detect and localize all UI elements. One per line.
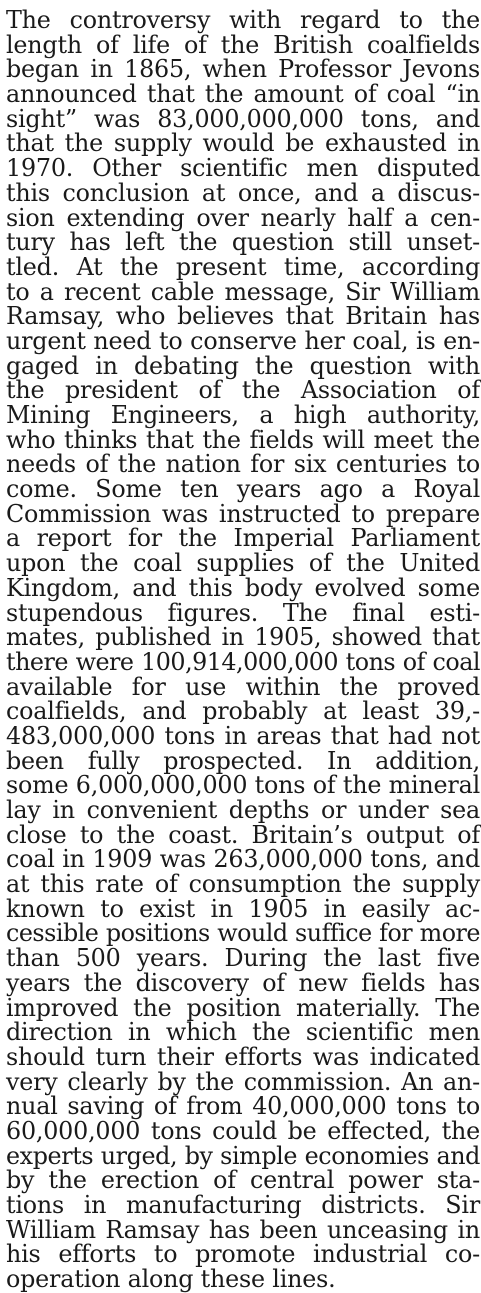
article-line: come. Some ten years ago a Royal bbox=[6, 475, 480, 504]
article-line: should turn their efforts was indicated bbox=[6, 1042, 480, 1071]
article-line: tury has left the question still unset- bbox=[6, 228, 480, 257]
article-line: that the supply would be exhausted in bbox=[6, 129, 480, 158]
article-line: very clearly by the commission. An an- bbox=[6, 1067, 480, 1096]
article-line: by the erection of central power sta- bbox=[6, 1166, 480, 1195]
article-line: sight” was 83,000,000,000 tons, and bbox=[6, 104, 480, 133]
article-line: close to the coast. Britain’s output of bbox=[6, 820, 480, 849]
article-line: 1970. Other scientific men disputed bbox=[6, 154, 480, 183]
article-line: years the discovery of new fields has bbox=[6, 968, 480, 997]
article-line: experts urged, by simple economies and bbox=[6, 1141, 480, 1170]
article-line: this conclusion at once, and a discus- bbox=[6, 178, 480, 207]
article-line: mates, published in 1905, showed that bbox=[6, 623, 480, 652]
article-line: available for use within the proved bbox=[6, 672, 480, 701]
article-line: to a recent cable message, Sir William bbox=[6, 277, 480, 306]
article-line: stupendous figures. The final esti- bbox=[6, 598, 480, 627]
article-line: tions in manufacturing districts. Sir bbox=[6, 1191, 480, 1219]
article-line: who thinks that the fields will meet the bbox=[6, 425, 480, 454]
article-line: cessible positions would suffice for more bbox=[6, 919, 480, 948]
article-line: William Ramsay has been unceasing in bbox=[6, 1215, 480, 1244]
article-line: upon the coal supplies of the United bbox=[6, 549, 480, 578]
article-line: than 500 years. During the last five bbox=[6, 944, 480, 973]
article-line: coal in 1909 was 263,000,000 tons, and bbox=[6, 845, 480, 874]
article-line: lay in convenient depths or under sea bbox=[6, 796, 480, 824]
article-line: at this rate of consumption the supply bbox=[6, 870, 480, 899]
article-line: Commission was instructed to prepare bbox=[6, 499, 480, 528]
article-line: Kingdom, and this body evolved some bbox=[6, 573, 480, 602]
article-line: needs of the nation for six centuries to bbox=[6, 450, 480, 479]
article-line: announced that the amount of coal “in bbox=[6, 80, 480, 109]
article-line: improved the position materially. The bbox=[6, 993, 480, 1022]
article-line: urgent need to conserve her coal, is en- bbox=[6, 326, 480, 355]
article-line: 483,000,000 tons in areas that had not bbox=[6, 721, 480, 750]
article-line: began in 1865, when Professor Jevons bbox=[6, 55, 480, 84]
article-line: there were 100,914,000,000 tons of coal bbox=[6, 647, 480, 676]
article-line: gaged in debating the question with bbox=[6, 351, 480, 380]
article-line: The controversy with regard to the bbox=[6, 6, 480, 34]
article-column bbox=[6, 8, 480, 1292]
article-line: length of life of the British coalfields bbox=[6, 30, 480, 59]
article-line: been fully prospected. In addition, bbox=[6, 746, 480, 775]
article-line: a report for the Imperial Parliament bbox=[6, 524, 480, 553]
article-line: Mining Engineers, a high authority, bbox=[6, 401, 480, 429]
article-line: Ramsay, who believes that Britain has bbox=[6, 302, 480, 331]
article-line: 60,000,000 tons could be effected, the bbox=[6, 1116, 480, 1145]
article-line: direction in which the scientific men bbox=[6, 1018, 480, 1047]
article-line: sion extending over nearly half a cen- bbox=[6, 203, 480, 232]
article-line: some 6,000,000,000 tons of the mineral bbox=[6, 771, 480, 800]
article-line: his efforts to promote industrial co- bbox=[6, 1240, 480, 1269]
article-line: nual saving of from 40,000,000 tons to bbox=[6, 1092, 480, 1121]
article-line: tled. At the present time, according bbox=[6, 252, 480, 281]
article-line: operation along these lines. bbox=[6, 1265, 336, 1293]
article-line: known to exist in 1905 in easily ac- bbox=[6, 894, 480, 923]
article-line: coalfields, and probably at least 39,- bbox=[6, 697, 480, 726]
article-line: the president of the Association of bbox=[6, 376, 480, 405]
